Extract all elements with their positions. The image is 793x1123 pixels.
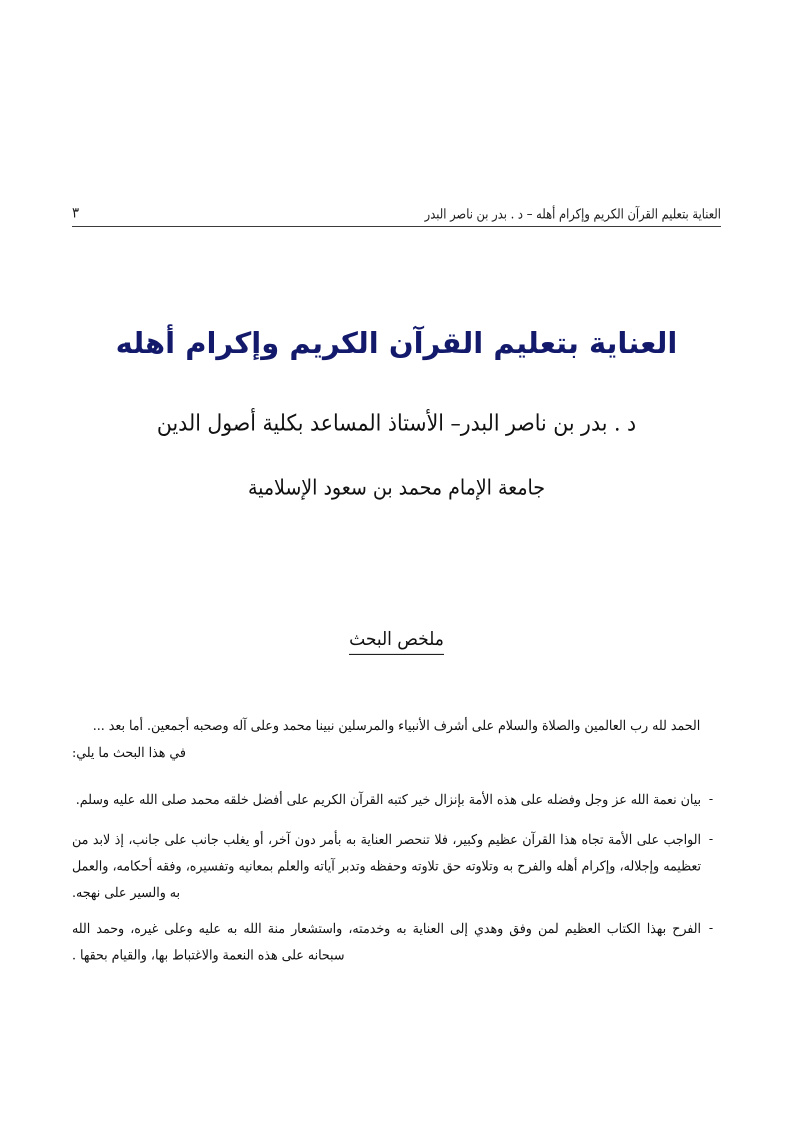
running-header — [72, 196, 721, 222]
abstract-heading: ملخص البحث — [349, 629, 444, 655]
author-affiliation-line: جامعة الإمام محمد بن سعود الإسلامية — [247, 475, 546, 500]
list-item-text: بيان نعمة الله عز وجل وفضله على هذه الأمة بإنزال خير كتبه القرآن الكريم على أفضل خلقه محمد صلى الله عليه وسلم. — [75, 791, 701, 808]
bullet-dash-icon: - — [708, 791, 714, 807]
abstract-lead-in: في هذا البحث ما يلي: — [72, 744, 186, 761]
abstract-heading-wrapper — [0, 630, 793, 654]
bullet-dash-icon: - — [708, 920, 714, 936]
list-item — [72, 915, 721, 965]
abstract-body — [72, 712, 721, 980]
page-number: ٣ — [72, 205, 79, 222]
header-divider-rule — [72, 226, 721, 227]
author-block — [0, 409, 793, 500]
list-item — [72, 786, 721, 811]
list-item — [72, 826, 721, 902]
abstract-bullet-list — [72, 786, 721, 965]
abstract-opening-paragraph: الحمد لله رب العالمين والصلاة والسلام على أشرف الأنبياء والمرسلين نبينا محمد وعلى آله وصحبه أجمعين. أما بعد ... — [92, 717, 701, 734]
bullet-dash-icon: - — [708, 830, 714, 846]
page-title: العناية بتعليم القرآن الكريم وإكرام أهله — [115, 326, 678, 361]
list-item-text: الفرح بهذا الكتاب العظيم لمن وفق وهدي إلى العناية به وخدمته، واستشعار منة الله به عليه وعلى غيره، وحمد الله سبحانه على هذه النعمة والاغتباط بها، والقيام بحقها . — [72, 920, 701, 964]
list-item-text: الواجب على الأمة تجاه هذا القرآن عظيم وكبير، فلا تنحصر العناية به بأمر دون آخر، أو يغلب جانب على جانب، إذ لابد من تعظيمه وإجلاله، وإكرام أهله والفرح به وتلاوته حق تلاوته وحفظه وتدبر آياته والعلم بمعانيه وتفسيره، وفقه أحكامه، والعمل به والسير على نهجه. — [72, 830, 701, 901]
running-header-title: العناية بتعليم القرآن الكريم وإكرام أهله – د . بدر بن ناصر البدر — [424, 205, 721, 222]
author-name-line: د . بدر بن ناصر البدر– الأستاذ المساعد بكلية أصول الدين — [156, 409, 637, 437]
